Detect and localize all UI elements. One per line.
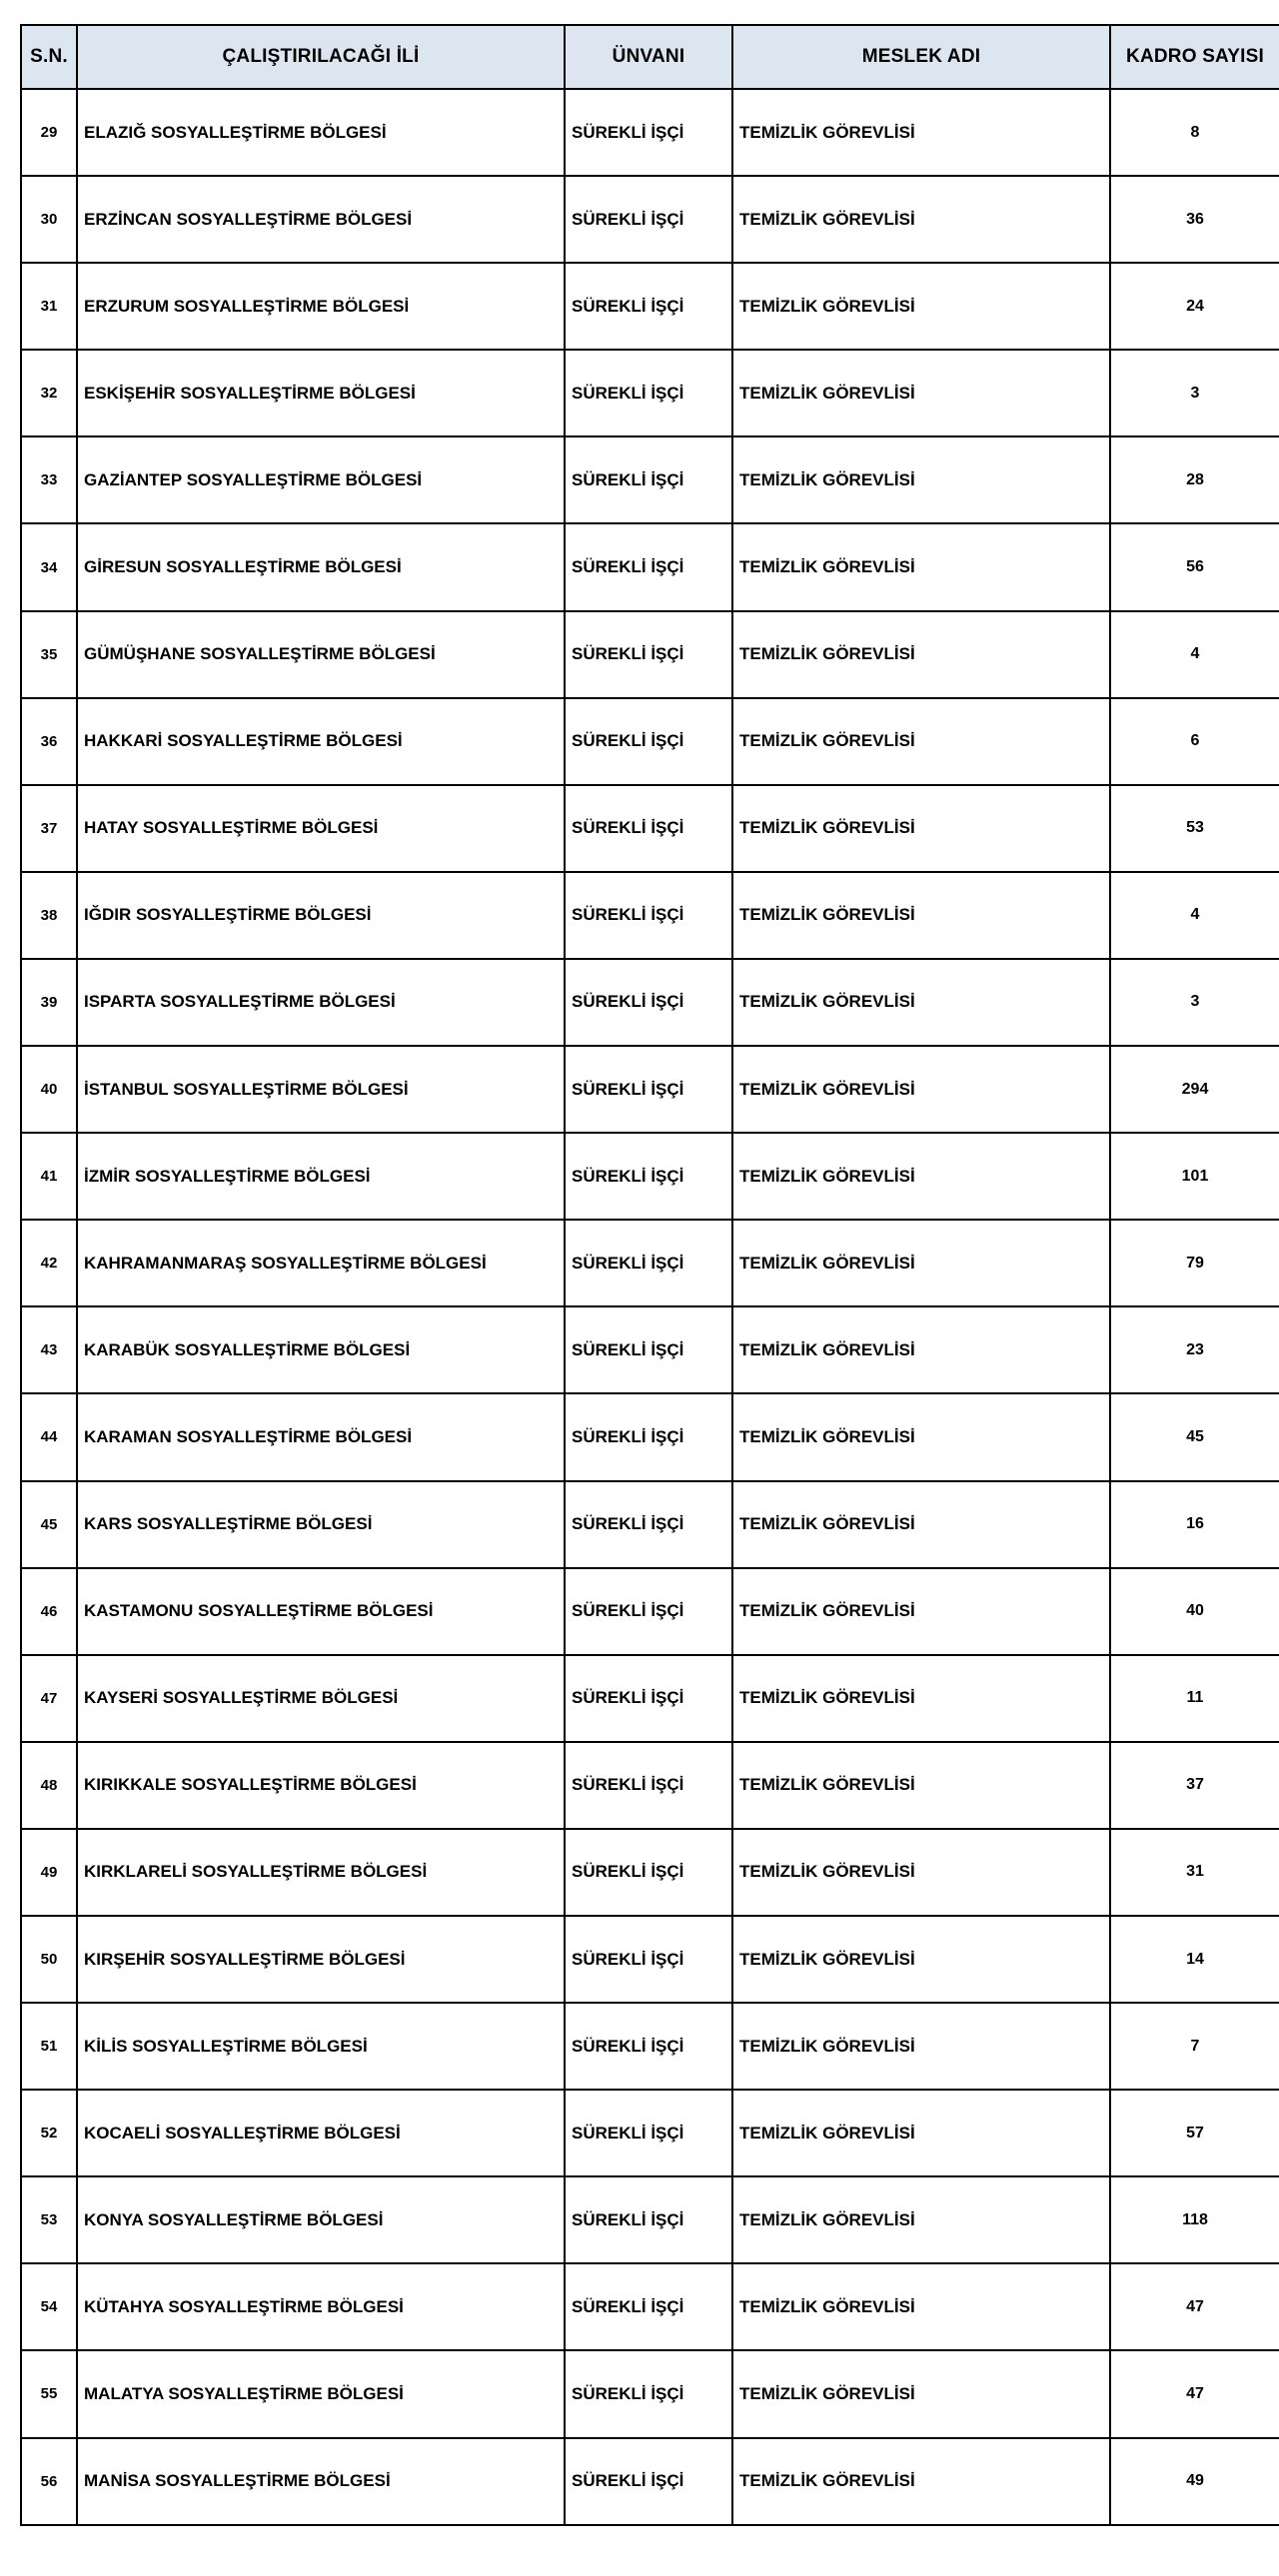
- cell-il: ELAZIĞ SOSYALLEŞTİRME BÖLGESİ: [77, 89, 565, 176]
- cell-meslek: TEMİZLİK GÖREVLİSİ: [732, 1829, 1110, 1916]
- cell-il: IĞDIR SOSYALLEŞTİRME BÖLGESİ: [77, 872, 565, 959]
- cell-meslek: TEMİZLİK GÖREVLİSİ: [732, 2090, 1110, 2176]
- table-row: [21, 2090, 1279, 2176]
- cell-meslek: TEMİZLİK GÖREVLİSİ: [732, 263, 1110, 350]
- cell-sn: 35: [21, 611, 77, 698]
- cell-il: KAYSERİ SOSYALLEŞTİRME BÖLGESİ: [77, 1655, 565, 1742]
- cell-sn: 32: [21, 350, 77, 436]
- cell-kadro: 47: [1110, 2350, 1279, 2437]
- cell-kadro: 57: [1110, 2090, 1279, 2176]
- cell-sn: 31: [21, 263, 77, 350]
- table-row: [21, 436, 1279, 523]
- cell-meslek: TEMİZLİK GÖREVLİSİ: [732, 176, 1110, 263]
- cell-meslek: TEMİZLİK GÖREVLİSİ: [732, 1306, 1110, 1393]
- cell-sn: 55: [21, 2350, 77, 2437]
- cell-kadro: 45: [1110, 1393, 1279, 1480]
- cell-sn: 30: [21, 176, 77, 263]
- cell-kadro: 294: [1110, 1046, 1279, 1133]
- cell-sn: 42: [21, 1220, 77, 1306]
- table-row: [21, 959, 1279, 1046]
- cell-unvan: SÜREKLİ İŞÇİ: [565, 1393, 732, 1480]
- cell-kadro: 101: [1110, 1133, 1279, 1220]
- table-row: [21, 263, 1279, 350]
- table-row: [21, 89, 1279, 176]
- cell-il: İSTANBUL SOSYALLEŞTİRME BÖLGESİ: [77, 1046, 565, 1133]
- cell-sn: 43: [21, 1306, 77, 1393]
- cell-meslek: TEMİZLİK GÖREVLİSİ: [732, 350, 1110, 436]
- header-row: [21, 25, 1279, 89]
- cell-unvan: SÜREKLİ İŞÇİ: [565, 785, 732, 872]
- cell-meslek: TEMİZLİK GÖREVLİSİ: [732, 2176, 1110, 2263]
- cell-meslek: TEMİZLİK GÖREVLİSİ: [732, 872, 1110, 959]
- cell-il: KASTAMONU SOSYALLEŞTİRME BÖLGESİ: [77, 1568, 565, 1655]
- cell-kadro: 16: [1110, 1481, 1279, 1568]
- cell-unvan: SÜREKLİ İŞÇİ: [565, 2263, 732, 2350]
- table-row: [21, 2438, 1279, 2525]
- cell-sn: 49: [21, 1829, 77, 1916]
- cell-unvan: SÜREKLİ İŞÇİ: [565, 2090, 732, 2176]
- cell-sn: 36: [21, 698, 77, 785]
- cell-meslek: TEMİZLİK GÖREVLİSİ: [732, 1133, 1110, 1220]
- cell-meslek: TEMİZLİK GÖREVLİSİ: [732, 436, 1110, 523]
- cell-unvan: SÜREKLİ İŞÇİ: [565, 1916, 732, 2003]
- cell-meslek: TEMİZLİK GÖREVLİSİ: [732, 959, 1110, 1046]
- cell-unvan: SÜREKLİ İŞÇİ: [565, 1742, 732, 1829]
- cell-kadro: 40: [1110, 1568, 1279, 1655]
- cell-unvan: SÜREKLİ İŞÇİ: [565, 1220, 732, 1306]
- cell-kadro: 47: [1110, 2263, 1279, 2350]
- cell-il: KOCAELİ SOSYALLEŞTİRME BÖLGESİ: [77, 2090, 565, 2176]
- cell-unvan: SÜREKLİ İŞÇİ: [565, 698, 732, 785]
- cell-unvan: SÜREKLİ İŞÇİ: [565, 2350, 732, 2437]
- cell-sn: 46: [21, 1568, 77, 1655]
- header-unvan: ÜNVANI: [565, 25, 732, 89]
- cell-kadro: 37: [1110, 1742, 1279, 1829]
- table-row: [21, 1220, 1279, 1306]
- table-row: [21, 2350, 1279, 2437]
- cell-il: KÜTAHYA SOSYALLEŞTİRME BÖLGESİ: [77, 2263, 565, 2350]
- cell-meslek: TEMİZLİK GÖREVLİSİ: [732, 1393, 1110, 1480]
- cell-il: KIRŞEHİR SOSYALLEŞTİRME BÖLGESİ: [77, 1916, 565, 2003]
- cell-meslek: TEMİZLİK GÖREVLİSİ: [732, 2003, 1110, 2090]
- header-kadro: KADRO SAYISI: [1110, 25, 1279, 89]
- cell-il: KARS SOSYALLEŞTİRME BÖLGESİ: [77, 1481, 565, 1568]
- table-row: [21, 1568, 1279, 1655]
- cell-il: GÜMÜŞHANE SOSYALLEŞTİRME BÖLGESİ: [77, 611, 565, 698]
- cell-unvan: SÜREKLİ İŞÇİ: [565, 176, 732, 263]
- cell-kadro: 3: [1110, 959, 1279, 1046]
- table-row: [21, 1655, 1279, 1742]
- cell-meslek: TEMİZLİK GÖREVLİSİ: [732, 1742, 1110, 1829]
- cell-sn: 37: [21, 785, 77, 872]
- cell-kadro: 23: [1110, 1306, 1279, 1393]
- cell-sn: 47: [21, 1655, 77, 1742]
- cell-il: ERZURUM SOSYALLEŞTİRME BÖLGESİ: [77, 263, 565, 350]
- cell-unvan: SÜREKLİ İŞÇİ: [565, 2438, 732, 2525]
- cell-il: MALATYA SOSYALLEŞTİRME BÖLGESİ: [77, 2350, 565, 2437]
- cell-meslek: TEMİZLİK GÖREVLİSİ: [732, 2438, 1110, 2525]
- cell-il: İZMİR SOSYALLEŞTİRME BÖLGESİ: [77, 1133, 565, 1220]
- cell-meslek: TEMİZLİK GÖREVLİSİ: [732, 2350, 1110, 2437]
- cell-sn: 44: [21, 1393, 77, 1480]
- cell-sn: 34: [21, 523, 77, 610]
- table-row: [21, 523, 1279, 610]
- cell-meslek: TEMİZLİK GÖREVLİSİ: [732, 89, 1110, 176]
- cell-meslek: TEMİZLİK GÖREVLİSİ: [732, 1916, 1110, 2003]
- cell-meslek: TEMİZLİK GÖREVLİSİ: [732, 1220, 1110, 1306]
- cell-unvan: SÜREKLİ İŞÇİ: [565, 959, 732, 1046]
- cell-kadro: 36: [1110, 176, 1279, 263]
- cell-unvan: SÜREKLİ İŞÇİ: [565, 2003, 732, 2090]
- cell-kadro: 14: [1110, 1916, 1279, 2003]
- cell-unvan: SÜREKLİ İŞÇİ: [565, 523, 732, 610]
- cell-unvan: SÜREKLİ İŞÇİ: [565, 263, 732, 350]
- cell-meslek: TEMİZLİK GÖREVLİSİ: [732, 611, 1110, 698]
- cell-sn: 52: [21, 2090, 77, 2176]
- cell-kadro: 118: [1110, 2176, 1279, 2263]
- cell-meslek: TEMİZLİK GÖREVLİSİ: [732, 1481, 1110, 1568]
- cell-meslek: TEMİZLİK GÖREVLİSİ: [732, 1046, 1110, 1133]
- table-row: [21, 611, 1279, 698]
- table-row: [21, 872, 1279, 959]
- cell-il: MANİSA SOSYALLEŞTİRME BÖLGESİ: [77, 2438, 565, 2525]
- cell-il: KIRKLARELİ SOSYALLEŞTİRME BÖLGESİ: [77, 1829, 565, 1916]
- table-header: [21, 25, 1279, 89]
- table-row: [21, 1742, 1279, 1829]
- table-row: [21, 176, 1279, 263]
- cell-sn: 48: [21, 1742, 77, 1829]
- cell-il: GİRESUN SOSYALLEŞTİRME BÖLGESİ: [77, 523, 565, 610]
- cell-kadro: 8: [1110, 89, 1279, 176]
- cell-il: ISPARTA SOSYALLEŞTİRME BÖLGESİ: [77, 959, 565, 1046]
- cell-kadro: 4: [1110, 872, 1279, 959]
- cell-kadro: 7: [1110, 2003, 1279, 2090]
- cell-sn: 40: [21, 1046, 77, 1133]
- cell-meslek: TEMİZLİK GÖREVLİSİ: [732, 785, 1110, 872]
- cell-il: KIRIKKALE SOSYALLEŞTİRME BÖLGESİ: [77, 1742, 565, 1829]
- table-row: [21, 1481, 1279, 1568]
- cell-sn: 29: [21, 89, 77, 176]
- table-row: [21, 785, 1279, 872]
- cell-sn: 33: [21, 436, 77, 523]
- table-row: [21, 2263, 1279, 2350]
- cell-unvan: SÜREKLİ İŞÇİ: [565, 1481, 732, 1568]
- header-il: ÇALIŞTIRILACAĞI İLİ: [77, 25, 565, 89]
- cell-kadro: 49: [1110, 2438, 1279, 2525]
- cell-unvan: SÜREKLİ İŞÇİ: [565, 350, 732, 436]
- cell-il: KONYA SOSYALLEŞTİRME BÖLGESİ: [77, 2176, 565, 2263]
- cell-il: HAKKARİ SOSYALLEŞTİRME BÖLGESİ: [77, 698, 565, 785]
- table-row: [21, 1829, 1279, 1916]
- table-row: [21, 2003, 1279, 2090]
- table-row: [21, 2176, 1279, 2263]
- cell-unvan: SÜREKLİ İŞÇİ: [565, 89, 732, 176]
- cell-sn: 38: [21, 872, 77, 959]
- cell-sn: 50: [21, 1916, 77, 2003]
- cell-sn: 56: [21, 2438, 77, 2525]
- cell-kadro: 56: [1110, 523, 1279, 610]
- table-row: [21, 698, 1279, 785]
- header-sn: S.N.: [21, 25, 77, 89]
- cell-sn: 54: [21, 2263, 77, 2350]
- cell-il: ESKİŞEHİR SOSYALLEŞTİRME BÖLGESİ: [77, 350, 565, 436]
- table-body: [21, 89, 1279, 2525]
- cell-kadro: 6: [1110, 698, 1279, 785]
- cell-kadro: 3: [1110, 350, 1279, 436]
- cell-unvan: SÜREKLİ İŞÇİ: [565, 872, 732, 959]
- cell-il: KİLİS SOSYALLEŞTİRME BÖLGESİ: [77, 2003, 565, 2090]
- cell-sn: 51: [21, 2003, 77, 2090]
- cell-il: ERZİNCAN SOSYALLEŞTİRME BÖLGESİ: [77, 176, 565, 263]
- cell-sn: 41: [21, 1133, 77, 1220]
- cell-meslek: TEMİZLİK GÖREVLİSİ: [732, 523, 1110, 610]
- header-meslek: MESLEK ADI: [732, 25, 1110, 89]
- cell-il: KARABÜK SOSYALLEŞTİRME BÖLGESİ: [77, 1306, 565, 1393]
- cell-sn: 39: [21, 959, 77, 1046]
- cell-meslek: TEMİZLİK GÖREVLİSİ: [732, 2263, 1110, 2350]
- table-row: [21, 1133, 1279, 1220]
- table-row: [21, 1306, 1279, 1393]
- table-row: [21, 1916, 1279, 2003]
- cell-meslek: TEMİZLİK GÖREVLİSİ: [732, 1655, 1110, 1742]
- cell-unvan: SÜREKLİ İŞÇİ: [565, 436, 732, 523]
- cell-il: KAHRAMANMARAŞ SOSYALLEŞTİRME BÖLGESİ: [77, 1220, 565, 1306]
- cell-il: KARAMAN SOSYALLEŞTİRME BÖLGESİ: [77, 1393, 565, 1480]
- cell-kadro: 28: [1110, 436, 1279, 523]
- staffing-table: [20, 24, 1279, 2526]
- cell-kadro: 79: [1110, 1220, 1279, 1306]
- table-row: [21, 1393, 1279, 1480]
- cell-sn: 45: [21, 1481, 77, 1568]
- cell-il: HATAY SOSYALLEŞTİRME BÖLGESİ: [77, 785, 565, 872]
- table-row: [21, 1046, 1279, 1133]
- cell-kadro: 24: [1110, 263, 1279, 350]
- cell-il: GAZİANTEP SOSYALLEŞTİRME BÖLGESİ: [77, 436, 565, 523]
- table-row: [21, 350, 1279, 436]
- cell-unvan: SÜREKLİ İŞÇİ: [565, 1133, 732, 1220]
- cell-meslek: TEMİZLİK GÖREVLİSİ: [732, 1568, 1110, 1655]
- cell-unvan: SÜREKLİ İŞÇİ: [565, 1568, 732, 1655]
- cell-kadro: 11: [1110, 1655, 1279, 1742]
- cell-unvan: SÜREKLİ İŞÇİ: [565, 1306, 732, 1393]
- cell-unvan: SÜREKLİ İŞÇİ: [565, 2176, 732, 2263]
- cell-meslek: TEMİZLİK GÖREVLİSİ: [732, 698, 1110, 785]
- cell-unvan: SÜREKLİ İŞÇİ: [565, 1046, 732, 1133]
- cell-unvan: SÜREKLİ İŞÇİ: [565, 1829, 732, 1916]
- cell-kadro: 31: [1110, 1829, 1279, 1916]
- cell-unvan: SÜREKLİ İŞÇİ: [565, 1655, 732, 1742]
- cell-kadro: 53: [1110, 785, 1279, 872]
- cell-kadro: 4: [1110, 611, 1279, 698]
- cell-unvan: SÜREKLİ İŞÇİ: [565, 611, 732, 698]
- cell-sn: 53: [21, 2176, 77, 2263]
